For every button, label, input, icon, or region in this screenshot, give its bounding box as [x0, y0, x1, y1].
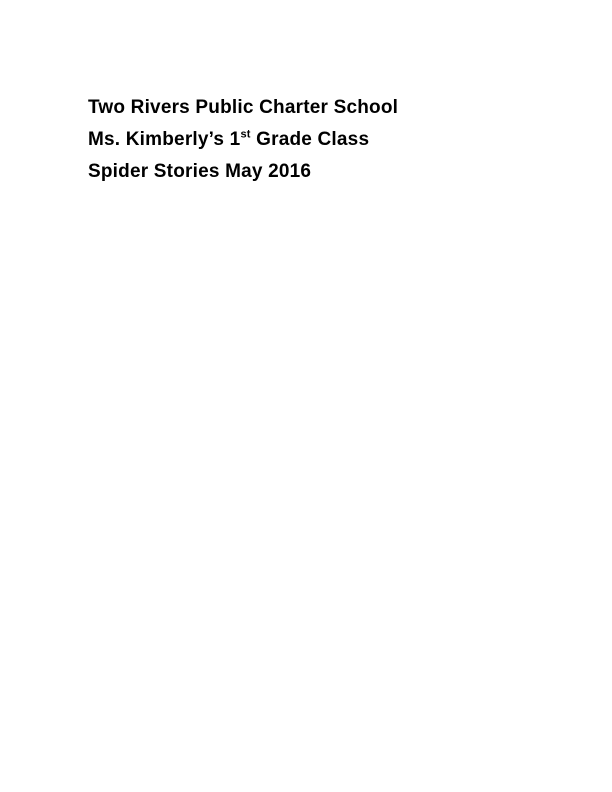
class-line-suffix: Grade Class [250, 129, 370, 150]
class-line-ordinal-superscript: st [240, 128, 251, 141]
title-line-project-date: Spider Stories May 2016 [88, 161, 312, 182]
title-line-school-name: Two Rivers Public Charter School [88, 97, 399, 118]
title-line-class [88, 124, 548, 156]
class-line-prefix: Ms. Kimberly’s 1 [88, 129, 241, 150]
title-block [88, 92, 548, 188]
